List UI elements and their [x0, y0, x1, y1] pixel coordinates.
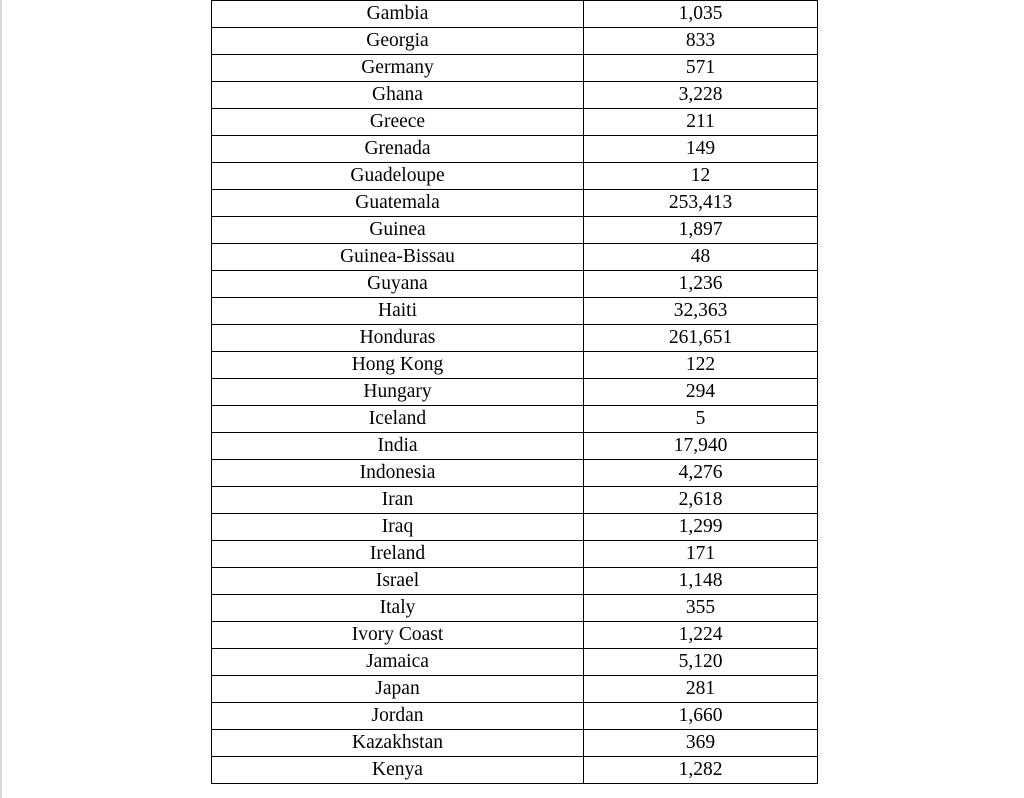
page-left-edge-rule: [0, 0, 2, 798]
cell-country-name: Gambia: [212, 1, 584, 28]
cell-count-value: 294: [584, 379, 818, 406]
cell-country-name: Grenada: [212, 136, 584, 163]
cell-country-name: Germany: [212, 55, 584, 82]
cell-country-name: Hungary: [212, 379, 584, 406]
table-row: [212, 190, 818, 217]
table-row: [212, 109, 818, 136]
cell-count-value: 32,363: [584, 298, 818, 325]
cell-count-value: 12: [584, 163, 818, 190]
cell-count-value: 1,236: [584, 271, 818, 298]
cell-country-name: Iran: [212, 487, 584, 514]
cell-count-value: 149: [584, 136, 818, 163]
cell-country-name: Italy: [212, 595, 584, 622]
table-row: [212, 676, 818, 703]
country-count-table: [211, 0, 818, 784]
cell-country-name: Guinea: [212, 217, 584, 244]
cell-country-name: Ireland: [212, 541, 584, 568]
cell-country-name: Jordan: [212, 703, 584, 730]
cell-count-value: 171: [584, 541, 818, 568]
cell-country-name: Kenya: [212, 757, 584, 784]
cell-country-name: Honduras: [212, 325, 584, 352]
table-row: [212, 271, 818, 298]
cell-country-name: Guadeloupe: [212, 163, 584, 190]
table-row: [212, 325, 818, 352]
cell-count-value: 1,282: [584, 757, 818, 784]
cell-country-name: Haiti: [212, 298, 584, 325]
table-row: [212, 352, 818, 379]
table-row: [212, 55, 818, 82]
table-row: [212, 649, 818, 676]
country-count-table-container: [211, 0, 817, 784]
cell-country-name: India: [212, 433, 584, 460]
cell-count-value: 833: [584, 28, 818, 55]
table-body: [212, 1, 818, 784]
cell-count-value: 5: [584, 406, 818, 433]
cell-country-name: Indonesia: [212, 460, 584, 487]
table-row: [212, 28, 818, 55]
cell-count-value: 3,228: [584, 82, 818, 109]
cell-count-value: 281: [584, 676, 818, 703]
table-row: [212, 622, 818, 649]
cell-count-value: 253,413: [584, 190, 818, 217]
table-row: [212, 460, 818, 487]
table-row: [212, 595, 818, 622]
cell-count-value: 211: [584, 109, 818, 136]
table-row: [212, 487, 818, 514]
table-row: [212, 163, 818, 190]
cell-count-value: 1,224: [584, 622, 818, 649]
table-row: [212, 244, 818, 271]
cell-country-name: Hong Kong: [212, 352, 584, 379]
cell-count-value: 369: [584, 730, 818, 757]
cell-count-value: 5,120: [584, 649, 818, 676]
table-row: [212, 136, 818, 163]
table-row: [212, 379, 818, 406]
table-row: [212, 406, 818, 433]
cell-count-value: 1,299: [584, 514, 818, 541]
table-row: [212, 757, 818, 784]
cell-count-value: 48: [584, 244, 818, 271]
table-row: [212, 1, 818, 28]
cell-country-name: Guyana: [212, 271, 584, 298]
table-row: [212, 730, 818, 757]
cell-country-name: Iceland: [212, 406, 584, 433]
table-row: [212, 217, 818, 244]
cell-count-value: 1,660: [584, 703, 818, 730]
cell-country-name: Guatemala: [212, 190, 584, 217]
cell-country-name: Kazakhstan: [212, 730, 584, 757]
cell-country-name: Iraq: [212, 514, 584, 541]
cell-count-value: 261,651: [584, 325, 818, 352]
table-row: [212, 514, 818, 541]
cell-count-value: 355: [584, 595, 818, 622]
cell-count-value: 2,618: [584, 487, 818, 514]
cell-count-value: 1,148: [584, 568, 818, 595]
cell-country-name: Ghana: [212, 82, 584, 109]
table-row: [212, 433, 818, 460]
cell-count-value: 571: [584, 55, 818, 82]
cell-count-value: 17,940: [584, 433, 818, 460]
cell-country-name: Greece: [212, 109, 584, 136]
cell-count-value: 4,276: [584, 460, 818, 487]
cell-country-name: Ivory Coast: [212, 622, 584, 649]
cell-country-name: Jamaica: [212, 649, 584, 676]
cell-country-name: Israel: [212, 568, 584, 595]
cell-country-name: Japan: [212, 676, 584, 703]
cell-country-name: Georgia: [212, 28, 584, 55]
table-row: [212, 568, 818, 595]
table-row: [212, 82, 818, 109]
cell-count-value: 122: [584, 352, 818, 379]
table-row: [212, 541, 818, 568]
table-row: [212, 298, 818, 325]
cell-country-name: Guinea-Bissau: [212, 244, 584, 271]
table-row: [212, 703, 818, 730]
cell-count-value: 1,897: [584, 217, 818, 244]
cell-count-value: 1,035: [584, 1, 818, 28]
